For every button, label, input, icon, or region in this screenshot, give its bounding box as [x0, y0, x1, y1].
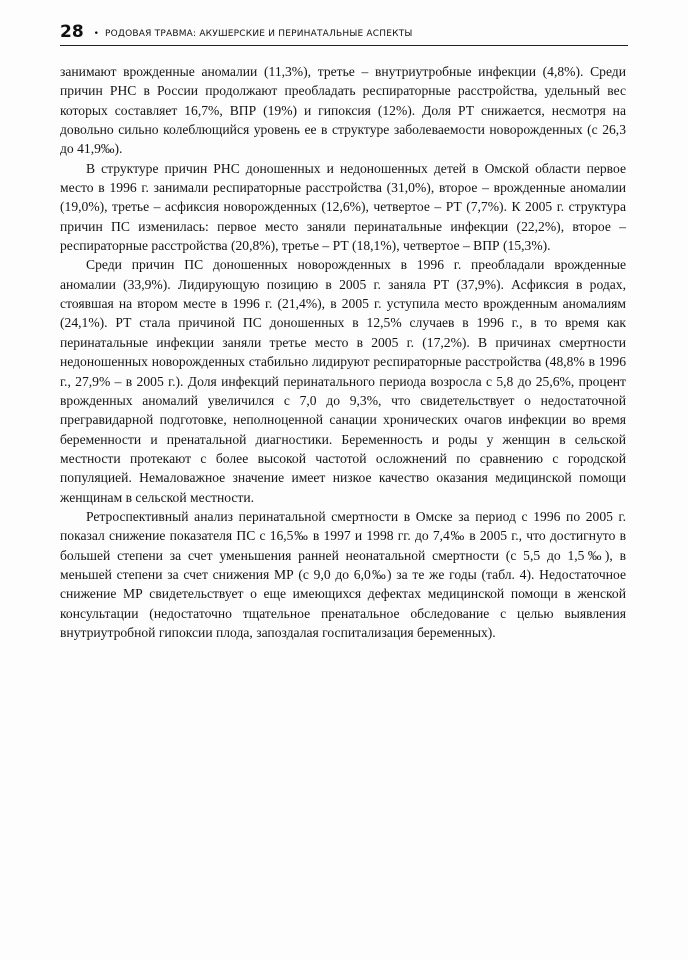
paragraph: В структуре причин РНС доношенных и недоношенных детей в Омской области первое место в 1996 г. занимали респираторные расстройства (31,0%), второе – врожденные аномалии (19,0%), третье – асфиксия новорожденных (12,6%), четвертое – РТ (7,7%). К 2005 г. структура причин ПС изменилась: первое место заняли перинатальные инфекции (22,2%), второе – респираторные расстройства (20,8%), третье – РТ (18,1%), четвертое – ВПР (15,3%).: [60, 160, 626, 254]
paragraph-continuation: занимают врожденные аномалии (11,3%), третье – внутриутробные инфекции (4,8%). Среди причин РНС в России продолжают преобладать респираторные расстройства, удельный вес которых составляет 16,7%, ВПР (19%) и гипоксия (12%). Доля РТ снижается, несмотря на довольно сильно колеблющийся уровень ее в структуре заболеваемости новорожденных (с 26,3 до 41,9‰).: [60, 64, 626, 157]
page-number: 28: [60, 22, 84, 42]
paragraph: Ретроспективный анализ перинатальной смертности в Омске за период с 1996 по 2005 г. показал снижение показателя ПС с 16,5‰ в 1997 и 1998 гг. до 7,4‰ в 2005 г., что достигнуто в большей степени за счет уменьшения ранней неонатальной смертности (с 5,5 до 1,5‰), в меньшей степени за счет снижения МР (с 9,0 до 6,0‰) за те же годы (табл. 4). Недостаточное снижение МР свидетельствует о еще имеющихся дефектах медицинской помощи в женской консультации (недостаточно тщательное пренатальное обследование с целью выявления внутриутробной гипоксии плода, запоздалая госпитализация беременных).: [60, 508, 626, 640]
page-header: [60, 20, 628, 46]
header-bullet: •: [93, 29, 99, 40]
running-title: РОДОВАЯ ТРАВМА: АКУШЕРСКИЕ И ПЕРИНАТАЛЬНЫЕ АСПЕКТЫ: [104, 29, 413, 40]
body-text: [60, 62, 626, 642]
paragraph: Среди причин ПС доношенных новорожденных в 1996 г. преобладали врожденные аномалии (33,9%). Лидирующую позицию в 2005 г. заняла РТ (37,9%). Асфиксия в родах, стоявшая на втором месте в 1996 г. (21,4%), в 2005 г. уступила место врожденным аномалиям (24,1%). РТ стала причиной ПС доношенных в 12,5% случаев в 1996 г., в то время как перинатальные инфекции заняли третье место в 2005 г. (17,2%). В причинах смертности недоношенных новорожденных стабильно лидируют респираторные расстройства (48,8% в 1996 г., 27,9% – в 2005 г.). Доля инфекций перинатального периода возросла с 5,8 до 25,6%, процент врожденных аномалий увеличился с 7,0 до 9,3%, что свидетельствует о недостаточной прегравидарной подготовке, неполноценной санации хронических очагов инфекции во время беременности и пренатальной диагностики. Беременность и роды у женщин в сельской местности протекают с более высокой частотой осложнений по сравнению с городской популяцией. Немаловажное значение имеет низкое качество оказания медицинской помощи женщинам в сельской местности.: [60, 257, 626, 505]
